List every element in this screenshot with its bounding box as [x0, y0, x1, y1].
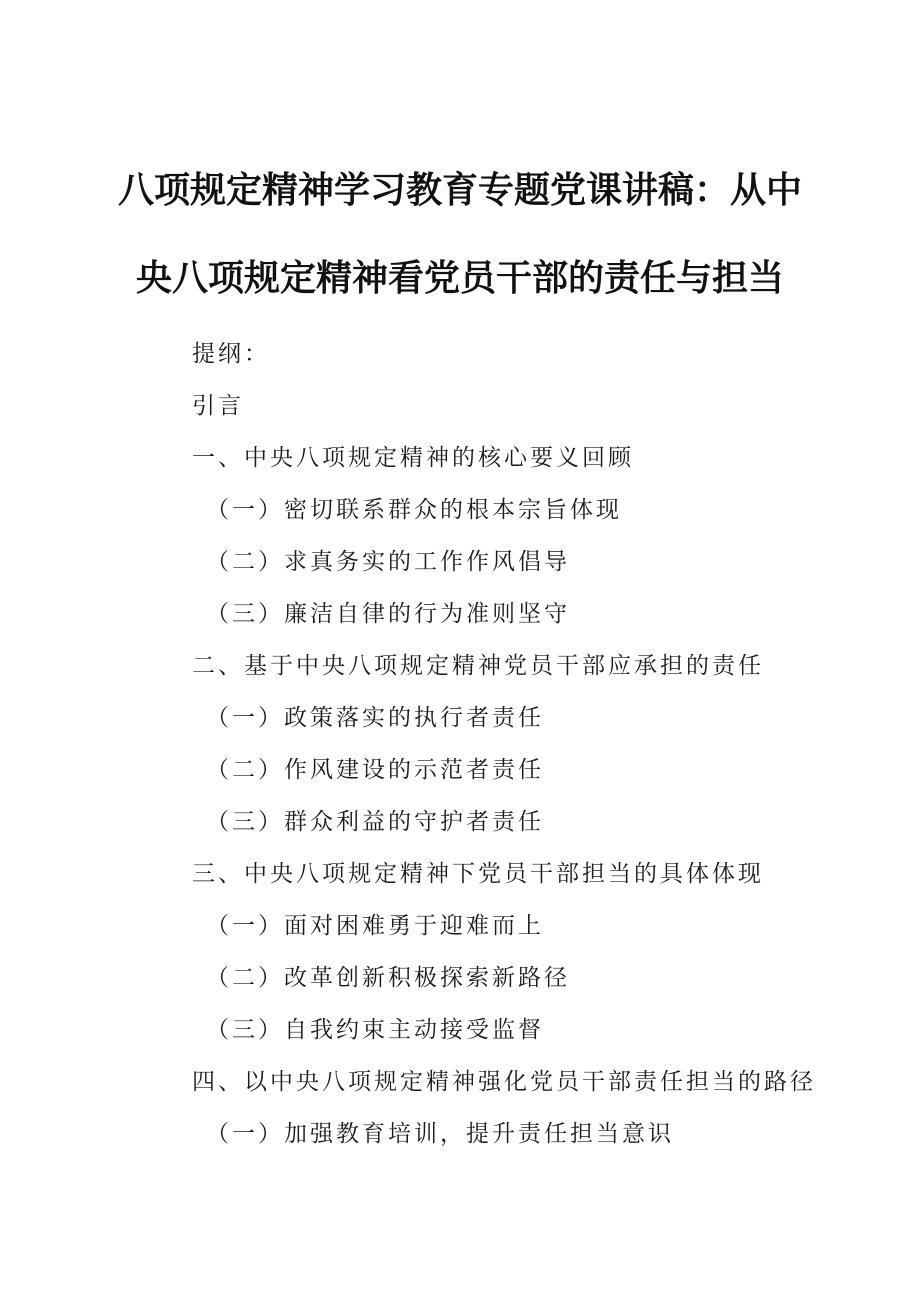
- outline-item-introduction: 引言: [192, 393, 244, 419]
- outline-subsection-2-1: （一）政策落实的执行者责任: [206, 705, 544, 731]
- outline-subsection-3-1: （一）面对困难勇于迎难而上: [206, 913, 544, 939]
- outline-subsection-1-1: （一）密切联系群众的根本宗旨体现: [206, 497, 622, 523]
- outline-section-1: 一、中央八项规定精神的核心要义回顾: [192, 445, 634, 471]
- outline-subsection-1-3: （三）廉洁自律的行为准则坚守: [206, 601, 570, 627]
- outline-label: 提纲：: [192, 341, 270, 367]
- outline-subsection-2-3: （三）群众利益的守护者责任: [206, 809, 544, 835]
- outline-section-4: 四、以中央八项规定精神强化党员干部责任担当的路径: [192, 1069, 816, 1095]
- outline-section-3: 三、中央八项规定精神下党员干部担当的具体体现: [192, 861, 764, 887]
- outline-section-2: 二、基于中央八项规定精神党员干部应承担的责任: [192, 653, 764, 679]
- outline-list: [0, 336, 920, 1168]
- document-title-line-1: 八项规定精神学习教育专题党课讲稿：从中: [117, 170, 802, 211]
- outline-subsection-3-2: （二）改革创新积极探索新路径: [206, 965, 570, 991]
- outline-subsection-3-3: （三）自我约束主动接受监督: [206, 1017, 544, 1043]
- outline-subsection-1-2: （二）求真务实的工作作风倡导: [206, 549, 570, 575]
- outline-subsection-4-1: （一）加强教育培训，提升责任担当意识: [206, 1121, 674, 1147]
- outline-subsection-2-2: （二）作风建设的示范者责任: [206, 757, 544, 783]
- document-title-line-2: 央八项规定精神看党员干部的责任与担当: [135, 258, 784, 299]
